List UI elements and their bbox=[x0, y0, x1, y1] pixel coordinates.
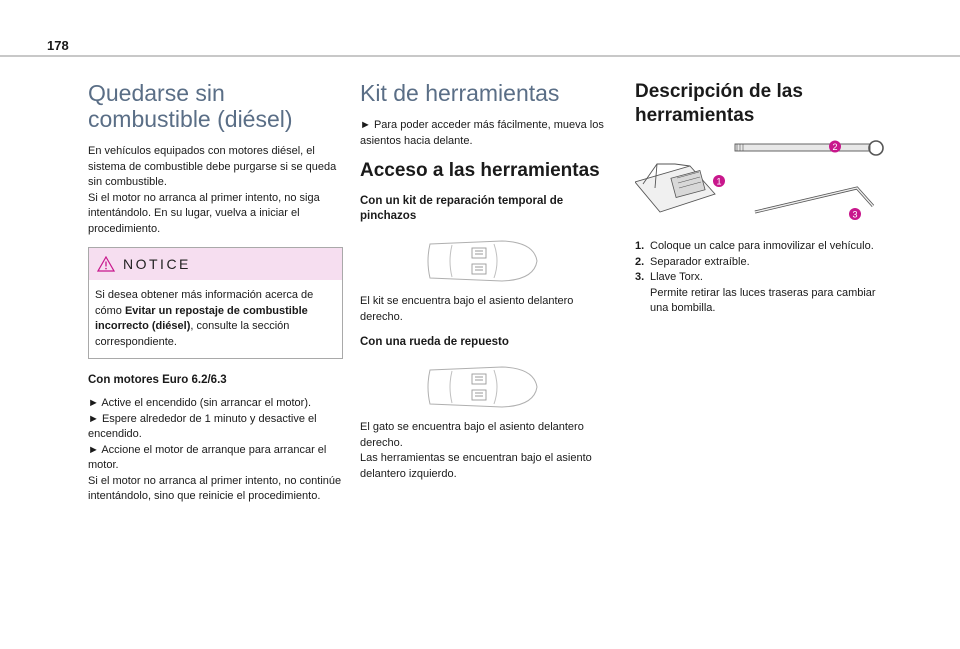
car-diagram-spare-wheel bbox=[422, 362, 540, 412]
column-tool-description bbox=[635, 80, 885, 317]
tools-location: Las herramientas se encuentran bajo el asiento delantero izquierdo. bbox=[360, 452, 592, 480]
notice-label: NOTICE bbox=[123, 256, 191, 272]
list-item-number: 3. bbox=[635, 271, 645, 283]
list-item-number: 2. bbox=[635, 255, 645, 268]
callout-3-label: 3 bbox=[852, 209, 858, 220]
tools-illustration bbox=[635, 140, 885, 225]
list-item-text: Llave Torx. bbox=[650, 271, 703, 283]
subtitle-repair-kit: Con un kit de reparación temporal de pinchazos bbox=[360, 195, 564, 222]
callout-2-label: 2 bbox=[832, 142, 838, 152]
subtitle-spare-wheel: Con una rueda de repuesto bbox=[360, 336, 509, 348]
tool-list bbox=[635, 239, 885, 317]
list-item-text: Coloque un calce para inmovilizar el vehículo. bbox=[650, 240, 874, 252]
step-note: Si el motor no arranca al primer intento, no continúe intentándolo, sino que reinicie el procedimiento. bbox=[88, 474, 342, 502]
fuel-intro-1: En vehículos equipados con motores diésel, el sistema de combustible debe purgarse si se queda sin combustible. bbox=[88, 145, 337, 188]
list-item-text: Separador extraíble. bbox=[650, 255, 750, 268]
notice-text-before: Si desea obtener más información acerca de cómo bbox=[95, 289, 314, 317]
column-fuel bbox=[88, 80, 343, 505]
step-1: ► Active el encendido (sin arrancar el motor). bbox=[88, 397, 312, 409]
step-3: ► Accione el motor de arranque para arrancar el motor. bbox=[88, 443, 327, 471]
section-title-description: Descripción de las herramientas bbox=[635, 81, 803, 126]
notice-header bbox=[89, 248, 342, 280]
toolkit-intro: ► Para poder acceder más fácilmente, mueva los asientos hacia delante. bbox=[360, 119, 604, 147]
page-number: 178 bbox=[47, 38, 69, 53]
section-title-toolkit: Kit de herramientas bbox=[360, 80, 560, 106]
list-item-body bbox=[650, 270, 885, 317]
section-title-fuel: Quedarse sin combustible (diésel) bbox=[88, 80, 293, 132]
header-rule bbox=[0, 55, 960, 57]
notice-text-link: Evitar un repostaje de combustible incorrecto (diésel) bbox=[95, 304, 308, 332]
list-item bbox=[635, 270, 885, 317]
notice-box bbox=[88, 247, 343, 359]
repair-kit-location: El kit se encuentra bajo el asiento delantero derecho. bbox=[360, 295, 574, 323]
list-item-extra: Permite retirar las luces traseras para cambiar una bombilla. bbox=[650, 286, 876, 314]
section-title-access: Acceso a las herramientas bbox=[360, 160, 600, 181]
notice-text bbox=[89, 280, 342, 358]
jack-location: El gato se encuentra bajo el asiento delantero derecho. bbox=[360, 421, 584, 449]
warning-triangle-icon bbox=[97, 256, 115, 272]
column-toolkit bbox=[360, 80, 615, 482]
callout-1-label: 1 bbox=[716, 176, 722, 187]
wheel-chock-icon bbox=[635, 164, 715, 212]
car-diagram-repair-kit bbox=[422, 236, 540, 286]
notice-text-after: , consulte la sección correspondiente. bbox=[95, 320, 290, 348]
list-item bbox=[635, 255, 885, 271]
fuel-intro-2: Si el motor no arranca al primer intento, no siga intentándolo. En su lugar, vuelva a iniciar el procedimiento. bbox=[88, 191, 320, 235]
subtitle-euro: Con motores Euro 6.2/6.3 bbox=[88, 374, 227, 386]
list-item bbox=[635, 239, 885, 255]
list-item-number: 1. bbox=[635, 240, 645, 252]
step-2: ► Espere alrededor de 1 minuto y desactive el encendido. bbox=[88, 412, 317, 440]
towing-eye-icon bbox=[735, 141, 883, 155]
